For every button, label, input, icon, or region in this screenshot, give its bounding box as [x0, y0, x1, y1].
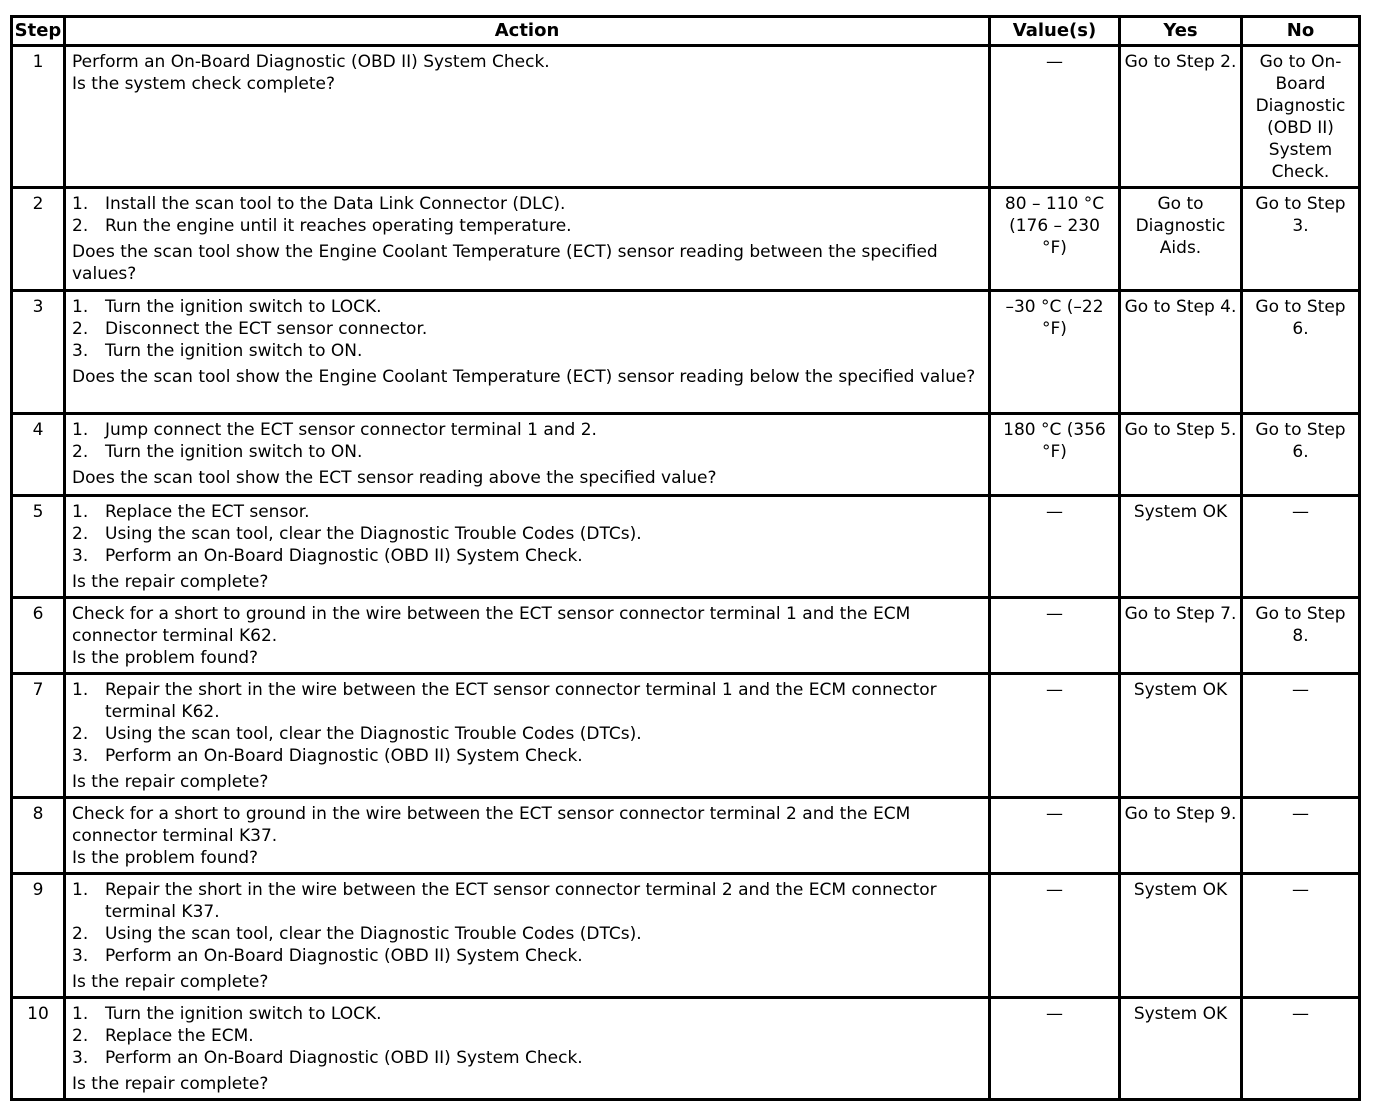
step-number: 2: [12, 188, 65, 291]
action-question: Is the repair complete?: [72, 772, 269, 792]
header-no: No: [1242, 17, 1360, 46]
item-text: Replace the ECM.: [105, 1026, 254, 1046]
item-text: Using the scan tool, clear the Diagnostic Trouble Codes (DTCs).: [105, 724, 642, 744]
item-text: Jump connect the ECT sensor connector terminal 1 and 2.: [105, 420, 597, 440]
step-number: 3: [12, 291, 65, 414]
action-step-item: [72, 945, 982, 967]
item-text: Repair the short in the wire between the ECT sensor connector terminal 1 and the ECM connector terminal K62.: [105, 680, 937, 722]
item-number: 1.: [72, 502, 89, 522]
step-number: 5: [12, 496, 65, 598]
item-text: Turn the ignition switch to LOCK.: [105, 297, 382, 317]
step-number: 7: [12, 674, 65, 798]
action-question: Is the repair complete?: [72, 572, 269, 592]
action-cell: [65, 291, 990, 414]
yes-cell: Go to Step 2.: [1120, 46, 1242, 188]
action-cell: [65, 598, 990, 674]
yes-cell: System OK: [1120, 674, 1242, 798]
value-cell: —: [990, 874, 1120, 998]
item-text: Disconnect the ECT sensor connector.: [105, 319, 428, 339]
header-yes: Yes: [1120, 17, 1242, 46]
item-number: 3.: [72, 341, 89, 361]
value-cell: 180 °C (356 °F): [990, 414, 1120, 496]
action-step-item: [72, 1003, 982, 1025]
action-text: Check for a short to ground in the wire between the ECT sensor connector terminal 1 and the ECM connector terminal K62.: [72, 604, 911, 646]
item-number: 2.: [72, 1026, 89, 1046]
item-text: Repair the short in the wire between the ECT sensor connector terminal 2 and the ECM connector terminal K37.: [105, 880, 937, 922]
item-text: Turn the ignition switch to ON.: [105, 341, 363, 361]
action-step-item: [72, 523, 982, 545]
yes-cell: Go to Step 4.: [1120, 291, 1242, 414]
no-cell: —: [1242, 874, 1360, 998]
action-step-item: [72, 879, 982, 923]
item-number: 1.: [72, 297, 89, 317]
no-cell: Go to Step 8.: [1242, 598, 1360, 674]
item-text: Perform an On-Board Diagnostic (OBD II) System Check.: [105, 1048, 583, 1068]
action-cell: [65, 874, 990, 998]
action-question: Is the system check complete?: [72, 74, 336, 94]
action-step-item: [72, 723, 982, 745]
item-text: Perform an On-Board Diagnostic (OBD II) System Check.: [105, 546, 583, 566]
no-cell: Go to On-Board Diagnostic (OBD II) System Check.: [1242, 46, 1360, 188]
step-number: 4: [12, 414, 65, 496]
action-step-item: [72, 419, 982, 441]
item-text: Turn the ignition switch to ON.: [105, 442, 363, 462]
item-number: 1.: [72, 680, 89, 700]
value-cell: —: [990, 998, 1120, 1100]
table-row: [12, 998, 1360, 1100]
action-step-item: [72, 340, 982, 362]
action-question: Is the problem found?: [72, 648, 259, 668]
action-step-item: [72, 441, 982, 463]
item-number: 3.: [72, 946, 89, 966]
yes-cell: System OK: [1120, 874, 1242, 998]
item-number: 1.: [72, 880, 89, 900]
yes-cell: System OK: [1120, 998, 1242, 1100]
yes-cell: System OK: [1120, 496, 1242, 598]
table-row: [12, 414, 1360, 496]
action-step-item: [72, 1047, 982, 1069]
action-step-item: [72, 545, 982, 567]
action-question: Does the scan tool show the Engine Coolant Temperature (ECT) sensor reading below the specified value?: [72, 367, 976, 387]
action-step-item: [72, 296, 982, 318]
action-step-item: [72, 1025, 982, 1047]
action-question: Is the repair complete?: [72, 972, 269, 992]
no-cell: Go to Step 3.: [1242, 188, 1360, 291]
value-cell: —: [990, 496, 1120, 598]
action-cell: [65, 798, 990, 874]
step-number: 8: [12, 798, 65, 874]
action-question: Does the scan tool show the ECT sensor reading above the specified value?: [72, 468, 717, 488]
table-row: [12, 46, 1360, 188]
action-text: Check for a short to ground in the wire between the ECT sensor connector terminal 2 and the ECM connector terminal K37.: [72, 804, 911, 846]
action-step-item: [72, 215, 982, 237]
table-row: [12, 874, 1360, 998]
header-values: Value(s): [990, 17, 1120, 46]
yes-cell: Go to Step 5.: [1120, 414, 1242, 496]
action-cell: [65, 188, 990, 291]
table-row: [12, 598, 1360, 674]
header-row: [12, 17, 1360, 46]
diagnostic-table: [10, 15, 1361, 1101]
yes-cell: Go to Step 9.: [1120, 798, 1242, 874]
item-text: Perform an On-Board Diagnostic (OBD II) System Check.: [105, 946, 583, 966]
no-cell: —: [1242, 496, 1360, 598]
action-step-item: [72, 501, 982, 523]
no-cell: Go to Step 6.: [1242, 414, 1360, 496]
item-text: Turn the ignition switch to LOCK.: [105, 1004, 382, 1024]
step-number: 10: [12, 998, 65, 1100]
item-text: Replace the ECT sensor.: [105, 502, 310, 522]
action-question: Is the repair complete?: [72, 1074, 269, 1094]
value-cell: –30 °C (–22 °F): [990, 291, 1120, 414]
action-text: Perform an On-Board Diagnostic (OBD II) System Check.: [72, 52, 550, 72]
no-cell: —: [1242, 798, 1360, 874]
value-cell: —: [990, 798, 1120, 874]
action-step-item: [72, 193, 982, 215]
item-number: 2.: [72, 319, 89, 339]
item-text: Using the scan tool, clear the Diagnostic Trouble Codes (DTCs).: [105, 924, 642, 944]
item-number: 2.: [72, 924, 89, 944]
value-cell: —: [990, 46, 1120, 188]
item-number: 2.: [72, 524, 89, 544]
action-cell: [65, 496, 990, 598]
value-cell: —: [990, 674, 1120, 798]
item-number: 3.: [72, 746, 89, 766]
item-text: Install the scan tool to the Data Link Connector (DLC).: [105, 194, 566, 214]
table-row: [12, 291, 1360, 414]
table-row: [12, 188, 1360, 291]
item-number: 3.: [72, 546, 89, 566]
item-number: 1.: [72, 194, 89, 214]
action-cell: [65, 414, 990, 496]
header-action: Action: [65, 17, 990, 46]
no-cell: —: [1242, 674, 1360, 798]
action-step-item: [72, 745, 982, 767]
item-number: 3.: [72, 1048, 89, 1068]
item-number: 2.: [72, 216, 89, 236]
item-number: 1.: [72, 420, 89, 440]
yes-cell: Go to Diagnostic Aids.: [1120, 188, 1242, 291]
item-text: Using the scan tool, clear the Diagnostic Trouble Codes (DTCs).: [105, 524, 642, 544]
action-cell: [65, 674, 990, 798]
step-number: 9: [12, 874, 65, 998]
step-number: 1: [12, 46, 65, 188]
action-step-item: [72, 318, 982, 340]
item-number: 2.: [72, 724, 89, 744]
step-number: 6: [12, 598, 65, 674]
table-row: [12, 798, 1360, 874]
action-step-item: [72, 679, 982, 723]
no-cell: —: [1242, 998, 1360, 1100]
value-cell: 80 – 110 °C (176 – 230 °F): [990, 188, 1120, 291]
item-number: 2.: [72, 442, 89, 462]
yes-cell: Go to Step 7.: [1120, 598, 1242, 674]
table-row: [12, 496, 1360, 598]
no-cell: Go to Step 6.: [1242, 291, 1360, 414]
table-row: [12, 674, 1360, 798]
action-cell: [65, 998, 990, 1100]
action-cell: [65, 46, 990, 188]
action-question: Does the scan tool show the Engine Coolant Temperature (ECT) sensor reading between the specified values?: [72, 242, 938, 284]
header-step: Step: [12, 17, 65, 46]
item-text: Run the engine until it reaches operating temperature.: [105, 216, 572, 236]
item-text: Perform an On-Board Diagnostic (OBD II) System Check.: [105, 746, 583, 766]
action-step-item: [72, 923, 982, 945]
action-question: Is the problem found?: [72, 848, 259, 868]
value-cell: —: [990, 598, 1120, 674]
item-number: 1.: [72, 1004, 89, 1024]
